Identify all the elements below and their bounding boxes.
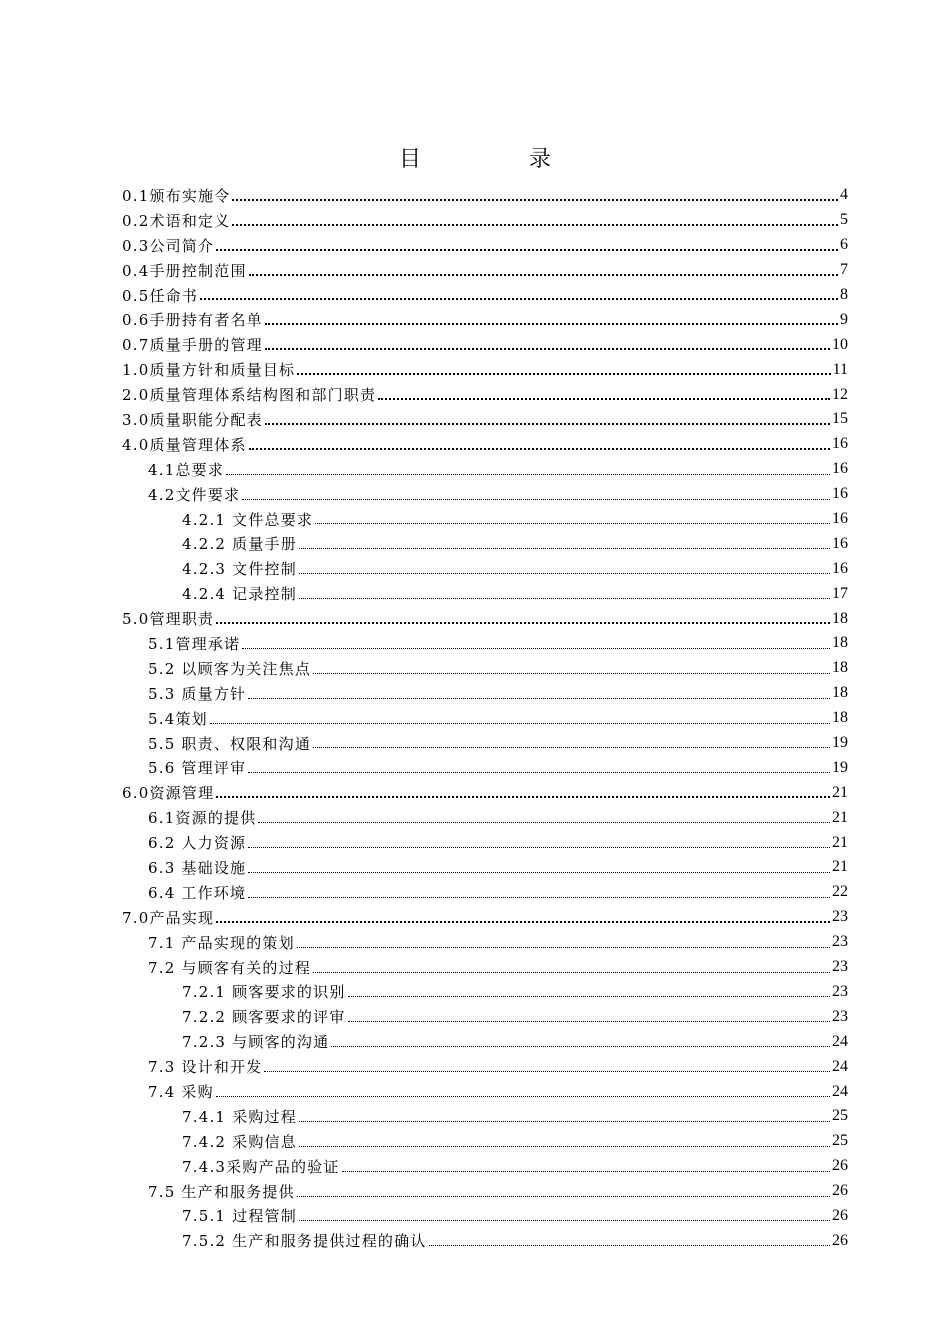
toc-dot-leader xyxy=(216,248,838,251)
toc-entry[interactable] xyxy=(122,507,848,532)
toc-entry[interactable] xyxy=(122,681,848,706)
toc-entry-label: 6.2 人力资源 xyxy=(148,834,247,853)
toc-entry-label: 6.4 工作环境 xyxy=(148,883,247,902)
toc-entry[interactable] xyxy=(122,258,848,283)
toc-entry-page-number: 23 xyxy=(832,958,848,976)
toc-entry-label: 7.3 设计和开发 xyxy=(148,1058,263,1077)
toc-entry-label: 6.0资源管理 xyxy=(122,784,215,803)
table-of-contents xyxy=(122,183,848,1253)
toc-dot-leader xyxy=(265,422,830,425)
toc-dot-leader xyxy=(216,920,830,923)
toc-dot-leader xyxy=(265,347,830,350)
toc-dot-leader xyxy=(299,1219,830,1221)
toc-entry-label: 7.2 与顾客有关的过程 xyxy=(148,958,312,977)
toc-entry-page-number: 26 xyxy=(832,1157,848,1175)
toc-dot-leader xyxy=(429,1244,830,1246)
toc-dot-leader xyxy=(210,722,830,724)
toc-entry-page-number: 11 xyxy=(832,360,848,378)
toc-entry-label: 4.2.2 质量手册 xyxy=(182,535,297,554)
toc-dot-leader xyxy=(265,322,838,325)
toc-entry[interactable] xyxy=(122,706,848,731)
toc-dot-leader xyxy=(297,1195,830,1197)
toc-dot-leader xyxy=(264,1070,830,1072)
toc-entry-label: 5.1管理承诺 xyxy=(148,634,241,653)
toc-entry-label: 5.5 职责、权限和沟通 xyxy=(148,734,312,753)
toc-entry-label: 1.0质量方针和质量目标 xyxy=(122,361,296,380)
toc-entry-page-number: 4 xyxy=(840,186,848,204)
toc-entry[interactable] xyxy=(122,1204,848,1229)
toc-entry-label: 7.5.2 生产和服务提供过程的确认 xyxy=(182,1232,427,1251)
toc-dot-leader xyxy=(248,896,830,898)
toc-entry-label: 5.6 管理评审 xyxy=(148,759,247,778)
toc-entry[interactable] xyxy=(122,731,848,756)
toc-entry-page-number: 19 xyxy=(832,758,848,776)
toc-entry[interactable] xyxy=(122,382,848,407)
toc-entry-label: 5.4策划 xyxy=(148,709,208,728)
toc-entry[interactable] xyxy=(122,581,848,606)
toc-dot-leader xyxy=(248,697,830,699)
toc-entry-label: 4.1总要求 xyxy=(148,460,225,479)
toc-entry[interactable] xyxy=(122,407,848,432)
toc-entry-page-number: 21 xyxy=(832,783,848,801)
toc-entry-label: 3.0质量职能分配表 xyxy=(122,410,263,429)
toc-entry-label: 0.6手册持有者名单 xyxy=(122,311,263,330)
toc-entry-label: 0.2术语和定义 xyxy=(122,211,231,230)
toc-entry-label: 7.5.1 过程管制 xyxy=(182,1207,297,1226)
toc-entry-label: 4.2.4 记录控制 xyxy=(182,585,297,604)
toc-entry-label: 4.2文件要求 xyxy=(148,485,241,504)
toc-entry-page-number: 18 xyxy=(832,659,848,677)
toc-entry-page-number: 16 xyxy=(832,510,848,528)
toc-entry-label: 0.5任命书 xyxy=(122,286,199,305)
toc-dot-leader xyxy=(315,522,830,524)
toc-entry[interactable] xyxy=(122,780,848,805)
toc-dot-leader xyxy=(378,397,830,400)
toc-entry-page-number: 18 xyxy=(832,684,848,702)
toc-entry[interactable] xyxy=(122,1079,848,1104)
toc-entry[interactable] xyxy=(122,283,848,308)
toc-entry-label: 7.4.2 采购信息 xyxy=(182,1132,297,1151)
toc-entry-label: 7.1 产品实现的策划 xyxy=(148,933,295,952)
toc-entry-label: 4.0质量管理体系 xyxy=(122,435,247,454)
toc-entry-label: 5.3 质量方针 xyxy=(148,684,247,703)
toc-dot-leader xyxy=(348,1020,830,1022)
toc-entry-label: 4.2.3 文件控制 xyxy=(182,560,297,579)
toc-entry[interactable] xyxy=(122,556,848,581)
toc-entry-page-number: 18 xyxy=(832,634,848,652)
toc-dot-leader xyxy=(331,1045,830,1047)
toc-entry-page-number: 23 xyxy=(832,933,848,951)
toc-entry[interactable] xyxy=(122,307,848,332)
toc-entry[interactable] xyxy=(122,531,848,556)
toc-entry-label: 6.3 基础设施 xyxy=(148,858,247,877)
toc-entry-page-number: 25 xyxy=(832,1107,848,1125)
toc-entry[interactable] xyxy=(122,1004,848,1029)
toc-entry-label: 7.2.3 与顾客的沟通 xyxy=(182,1033,330,1052)
toc-entry-label: 7.2.1 顾客要求的识别 xyxy=(182,983,346,1002)
toc-entry-page-number: 16 xyxy=(832,485,848,503)
toc-entry-page-number: 10 xyxy=(832,335,848,353)
toc-entry-page-number: 26 xyxy=(832,1206,848,1224)
toc-dot-leader xyxy=(299,1145,830,1147)
toc-dot-leader xyxy=(232,223,838,226)
toc-dot-leader xyxy=(258,821,830,823)
toc-dot-leader xyxy=(313,971,830,973)
toc-dot-leader xyxy=(226,473,830,475)
toc-dot-leader xyxy=(216,1095,830,1097)
toc-dot-leader xyxy=(216,621,830,624)
toc-entry-page-number: 18 xyxy=(832,709,848,727)
toc-entry-page-number: 7 xyxy=(840,261,848,279)
toc-entry[interactable] xyxy=(122,755,848,780)
toc-entry-label: 0.1颁布实施令 xyxy=(122,186,231,205)
toc-entry-page-number: 24 xyxy=(832,1032,848,1050)
toc-entry[interactable] xyxy=(122,183,848,208)
toc-entry-page-number: 16 xyxy=(832,435,848,453)
toc-entry[interactable] xyxy=(122,1029,848,1054)
toc-entry[interactable] xyxy=(122,930,848,955)
toc-entry-label: 7.2.2 顾客要求的评审 xyxy=(182,1008,346,1027)
toc-entry[interactable] xyxy=(122,855,848,880)
toc-dot-leader xyxy=(342,1170,830,1172)
toc-entry-page-number: 23 xyxy=(832,1007,848,1025)
toc-entry[interactable] xyxy=(122,332,848,357)
toc-entry[interactable] xyxy=(122,1179,848,1204)
toc-entry[interactable] xyxy=(122,880,848,905)
toc-entry-page-number: 8 xyxy=(840,286,848,303)
toc-entry-label: 7.0产品实现 xyxy=(122,908,215,927)
toc-entry-page-number: 26 xyxy=(832,1182,848,1200)
toc-entry-label: 0.3公司简介 xyxy=(122,236,215,255)
toc-entry-page-number: 16 xyxy=(832,559,848,577)
toc-dot-leader xyxy=(348,995,830,997)
toc-entry-label: 7.4 采购 xyxy=(148,1083,214,1101)
toc-dot-leader xyxy=(232,198,838,201)
toc-entry[interactable] xyxy=(122,631,848,656)
toc-entry-page-number: 21 xyxy=(832,833,848,851)
toc-entry-page-number: 16 xyxy=(832,460,848,478)
toc-entry[interactable] xyxy=(122,1228,848,1253)
toc-entry-page-number: 24 xyxy=(832,1082,848,1100)
toc-dot-leader xyxy=(249,273,838,276)
toc-entry-page-number: 9 xyxy=(840,310,848,328)
toc-dot-leader xyxy=(248,771,830,773)
toc-entry-label: 7.4.3采购产品的验证 xyxy=(182,1157,340,1176)
toc-dot-leader xyxy=(299,1120,830,1122)
toc-entry-page-number: 23 xyxy=(832,908,848,926)
toc-entry[interactable] xyxy=(122,1154,848,1179)
toc-dot-leader xyxy=(242,647,830,649)
toc-entry-page-number: 15 xyxy=(832,410,848,428)
toc-entry-label: 7.4.1 采购过程 xyxy=(182,1107,297,1126)
toc-entry-label: 0.7质量手册的管理 xyxy=(122,336,263,355)
toc-entry-page-number: 18 xyxy=(832,609,848,627)
toc-entry-label: 2.0质量管理体系结构图和部门职责 xyxy=(122,386,377,405)
toc-entry-page-number: 23 xyxy=(832,982,848,1000)
toc-entry-page-number: 21 xyxy=(832,808,848,826)
toc-dot-leader xyxy=(249,447,830,450)
toc-dot-leader xyxy=(248,846,830,848)
toc-entry[interactable] xyxy=(122,1129,848,1154)
toc-dot-leader xyxy=(297,372,830,375)
toc-dot-leader xyxy=(299,547,830,549)
toc-entry[interactable] xyxy=(122,805,848,830)
toc-entry[interactable] xyxy=(122,905,848,930)
toc-entry[interactable] xyxy=(122,357,848,382)
toc-entry-page-number: 22 xyxy=(832,883,848,901)
toc-entry-page-number: 19 xyxy=(832,734,848,752)
toc-entry[interactable] xyxy=(122,1054,848,1079)
toc-dot-leader xyxy=(313,672,830,674)
toc-entry[interactable] xyxy=(122,606,848,631)
toc-entry-page-number: 6 xyxy=(840,236,848,254)
toc-entry-page-number: 21 xyxy=(832,858,848,876)
page-title: 目录 xyxy=(398,147,659,172)
toc-entry-label: 5.0管理职责 xyxy=(122,610,215,629)
toc-entry-page-number: 17 xyxy=(832,584,848,602)
toc-entry[interactable] xyxy=(122,656,848,681)
toc-entry[interactable] xyxy=(122,955,848,980)
toc-entry[interactable] xyxy=(122,830,848,855)
toc-entry[interactable] xyxy=(122,432,848,457)
toc-dot-leader xyxy=(248,871,830,873)
toc-entry-page-number: 5 xyxy=(840,211,848,229)
toc-entry[interactable] xyxy=(122,208,848,233)
toc-entry[interactable] xyxy=(122,233,848,258)
toc-dot-leader xyxy=(299,597,830,599)
toc-entry-label: 4.2.1 文件总要求 xyxy=(182,510,314,529)
toc-dot-leader xyxy=(299,572,830,574)
toc-dot-leader xyxy=(297,946,830,948)
toc-entry-page-number: 12 xyxy=(832,385,848,403)
toc-entry-page-number: 25 xyxy=(832,1132,848,1150)
toc-entry[interactable] xyxy=(122,457,848,482)
toc-dot-leader xyxy=(200,297,838,300)
toc-entry[interactable] xyxy=(122,482,848,507)
toc-entry-page-number: 24 xyxy=(832,1057,848,1075)
toc-dot-leader xyxy=(216,795,830,798)
toc-entry[interactable] xyxy=(122,1104,848,1129)
toc-entry-page-number: 26 xyxy=(832,1231,848,1249)
toc-entry-page-number: 16 xyxy=(832,534,848,552)
toc-entry-label: 7.5 生产和服务提供 xyxy=(148,1182,295,1201)
toc-entry[interactable] xyxy=(122,980,848,1005)
toc-entry-label: 6.1资源的提供 xyxy=(148,809,257,828)
toc-dot-leader xyxy=(313,746,830,748)
toc-entry-label: 0.4手册控制范围 xyxy=(122,261,247,280)
toc-entry-label: 5.2 以顾客为关注焦点 xyxy=(148,659,312,678)
toc-dot-leader xyxy=(242,498,830,500)
